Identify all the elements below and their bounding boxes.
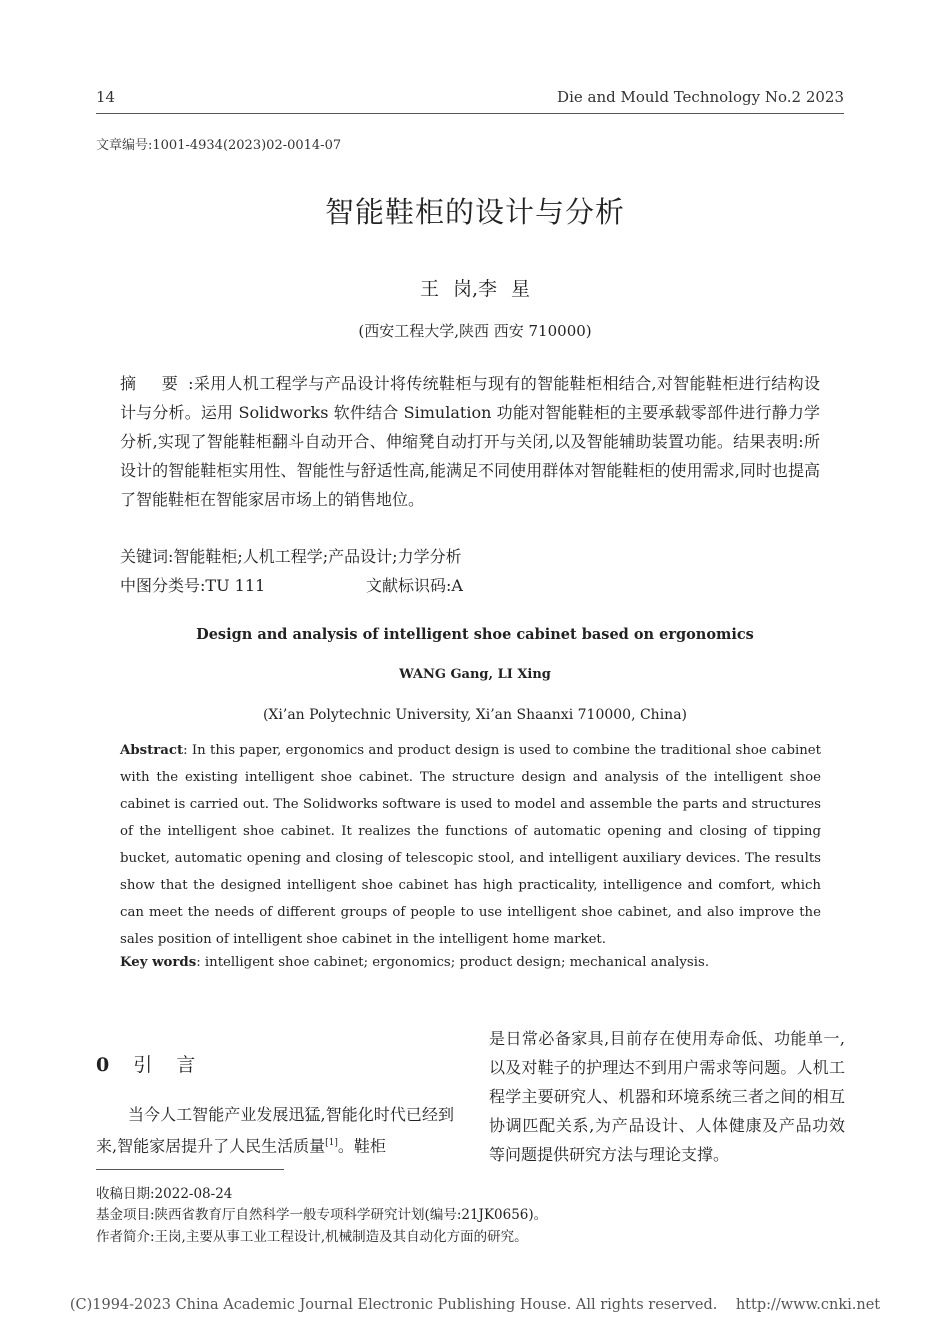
header-rule bbox=[96, 113, 844, 114]
english-authors: WANG Gang, LI Xing bbox=[399, 667, 551, 682]
english-abstract-text: : In this paper, ergonomics and product design is used to combine the traditional shoe cabinet with the existing intelligent shoe cabinet. The structure design and analysis of the intelligent shoe cabinet is carried out. The Solidworks software is used to model and assemble the parts and structures of the intelligent shoe cabinet. It realizes the functions of automatic opening and closing of tipping bucket, automatic opening and closing of telescopic stool, and intelligent auxiliary devices. The results show that the designed intelligent shoe cabinet has high practicality, intelligence and comfort, which can meet the needs of different groups of people to use intelligent shoe cabinet, and also improve the sales position of intelligent shoe cabinet in the intelligent home market. bbox=[120, 743, 821, 947]
authors: 王 岗,李 星 bbox=[419, 278, 531, 300]
footnote-fund: 基金项目:陕西省教育厅自然科学一般专项科学研究计划(编号:21JK0656)。 bbox=[96, 1207, 548, 1223]
english-abstract bbox=[120, 737, 821, 953]
body-left-column bbox=[96, 1100, 454, 1160]
abstract-cn-text: :采用人机工程学与产品设计将传统鞋柜与现有的智能鞋柜相结合,对智能鞋柜进行结构设计与分析。运用 Solidworks 软件结合 Simulation 功能对智能鞋柜的主要承载零部件进行静力学分析,实现了智能鞋柜翻斗自动开合、伸缩凳自动打开与关闭,以及智能辅助装置功能。结果表明:所设计的智能鞋柜实用性、智能性与舒适性高,能满足不同使用群体对智能鞋柜的使用需求,同时也提高了智能鞋柜在智能家居市场上的销售地位。 bbox=[120, 374, 820, 509]
journal-header: Die and Mould Technology No.2 2023 bbox=[557, 88, 844, 106]
section-heading bbox=[96, 1050, 219, 1077]
article-number: 文章编号:1001-4934(2023)02-0014-07 bbox=[96, 138, 342, 153]
body-right-column: 是日常必备家具,目前存在使用寿命低、功能单一,以及对鞋子的护理达不到用户需求等问题。人机工程学主要研究人、机器和环境系统三者之间的相互协调匹配关系,为产品设计、人体健康及产品功效等问题提供研究方法与理论支撑。 bbox=[489, 1029, 845, 1164]
page-number: 14 bbox=[96, 88, 116, 106]
english-keywords-text: : intelligent shoe cabinet; ergonomics; product design; mechanical analysis. bbox=[196, 955, 710, 970]
english-affiliation: (Xi’an Polytechnic University, Xi’an Shaanxi 710000, China) bbox=[262, 707, 688, 723]
copyright-notice: (C)1994-2023 China Academic Journal Electronic Publishing House. All rights reserved. http://www.cnki.net bbox=[69, 1297, 881, 1313]
section-number: 0 bbox=[96, 1054, 110, 1076]
body-left-text-after: 。鞋柜 bbox=[337, 1136, 386, 1156]
footnote-received: 收稿日期:2022-08-24 bbox=[96, 1186, 233, 1202]
section-title: 引言 bbox=[133, 1054, 220, 1076]
footnote-rule bbox=[96, 1169, 284, 1170]
footnote-author: 作者简介:王岗,主要从事工业工程设计,机械制造及其自动化方面的研究。 bbox=[96, 1229, 528, 1245]
abstract-cn bbox=[120, 369, 820, 514]
citation-ref: [1] bbox=[325, 1138, 338, 1148]
body-left-text: 当今人工智能产业发展迅猛,智能化时代已经到来,智能家居提升了人民生活质量 bbox=[96, 1105, 454, 1156]
paper-title: 智能鞋柜的设计与分析 bbox=[324, 195, 625, 229]
classification-number: 中图分类号:TU 111 bbox=[120, 576, 266, 595]
english-abstract-label: Abstract bbox=[120, 743, 184, 758]
english-keywords-label: Key words bbox=[120, 955, 197, 970]
english-keywords bbox=[120, 955, 709, 970]
english-title: Design and analysis of intelligent shoe cabinet based on ergonomics bbox=[196, 626, 754, 643]
document-code: 文献标识码:A bbox=[366, 576, 463, 595]
keywords-cn: 关键词:智能鞋柜;人机工程学;产品设计;力学分析 bbox=[120, 547, 462, 566]
affiliation: (西安工程大学,陕西 西安 710000) bbox=[358, 322, 592, 340]
abstract-cn-label: 摘 要 bbox=[120, 374, 189, 393]
